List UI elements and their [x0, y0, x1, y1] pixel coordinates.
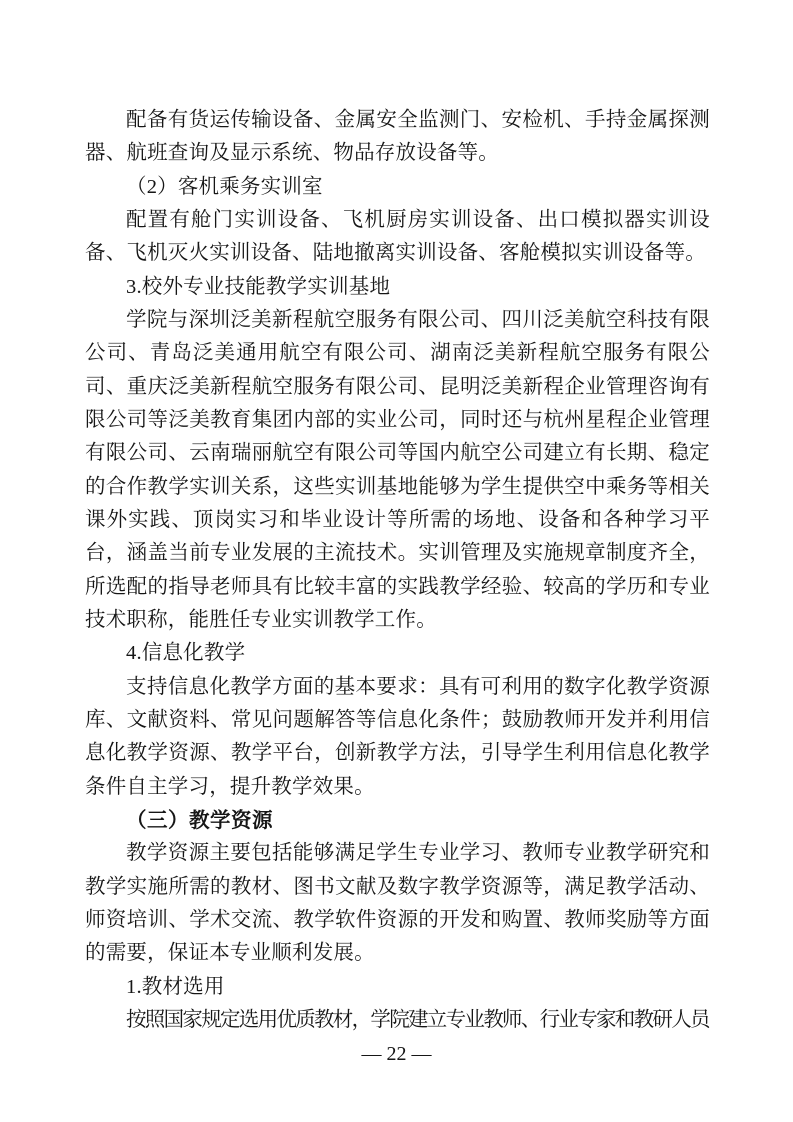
heading-bold: （三）教学资源: [126, 808, 273, 832]
paragraph: 教学资源主要包括能够满足学生专业学习、教师专业教学研究和教学实施所需的教材、图书文献及数字教学资源等，满足教学活动、师资培训、学术交流、教学软件资源的开发和购置、教师奖励等方面的需要，保证本专业顺利发展。: [85, 842, 710, 965]
heading: 4.信息化教学: [126, 642, 246, 665]
page-footer: [0, 1041, 793, 1067]
heading: 1.教材选用: [126, 975, 225, 998]
paragraph: 支持信息化教学方面的基本要求：具有可利用的数字化教学资源库、文献资料、常见问题解答等信息化条件；鼓励教师开发并利用信息化教学资源、教学平台，创新教学方法，引导学生利用信息化教学条件自主学习，提升教学效果。: [85, 675, 710, 798]
heading: （2）客机乘务实训室: [126, 175, 323, 198]
document-body: [85, 104, 710, 1037]
paragraph: 配备有货运传输设备、金属安全监测门、安检机、手持金属探测器、航班查询及显示系统、物品存放设备等。: [85, 109, 710, 165]
paragraph: 学院与深圳泛美新程航空服务有限公司、四川泛美航空科技有限公司、青岛泛美通用航空有限公司、湖南泛美新程航空服务有限公司、重庆泛美新程航空服务有限公司、昆明泛美新程企业管理咨询有限公司等泛美教育集团内部的实业公司，同时还与杭州星程企业管理有限公司、云南瑞丽航空有限公司等国内航空公司建立有长期、稳定的合作教学实训关系，这些实训基地能够为学生提供空中乘务等相关课外实践、顶岗实习和毕业设计等所需的场地、设备和各种学习平台，涵盖当前专业发展的主流技术。实训管理及实施规章制度齐全，所选配的指导老师具有比较丰富的实践教学经验、较高的学历和专业技术职称，能胜任专业实训教学工作。: [85, 308, 710, 631]
heading: 3.校外专业技能教学实训基地: [126, 275, 391, 298]
paragraph: 按照国家规定选用优质教材，学院建立专业教师、行业专家和教研人员: [126, 1008, 709, 1031]
paragraph: 配置有舱门实训设备、飞机厨房实训设备、出口模拟器实训设备、飞机灭火实训设备、陆地撤离实训设备、客舱模拟实训设备等。: [85, 208, 710, 265]
page-number: — 22 —: [361, 1043, 432, 1065]
